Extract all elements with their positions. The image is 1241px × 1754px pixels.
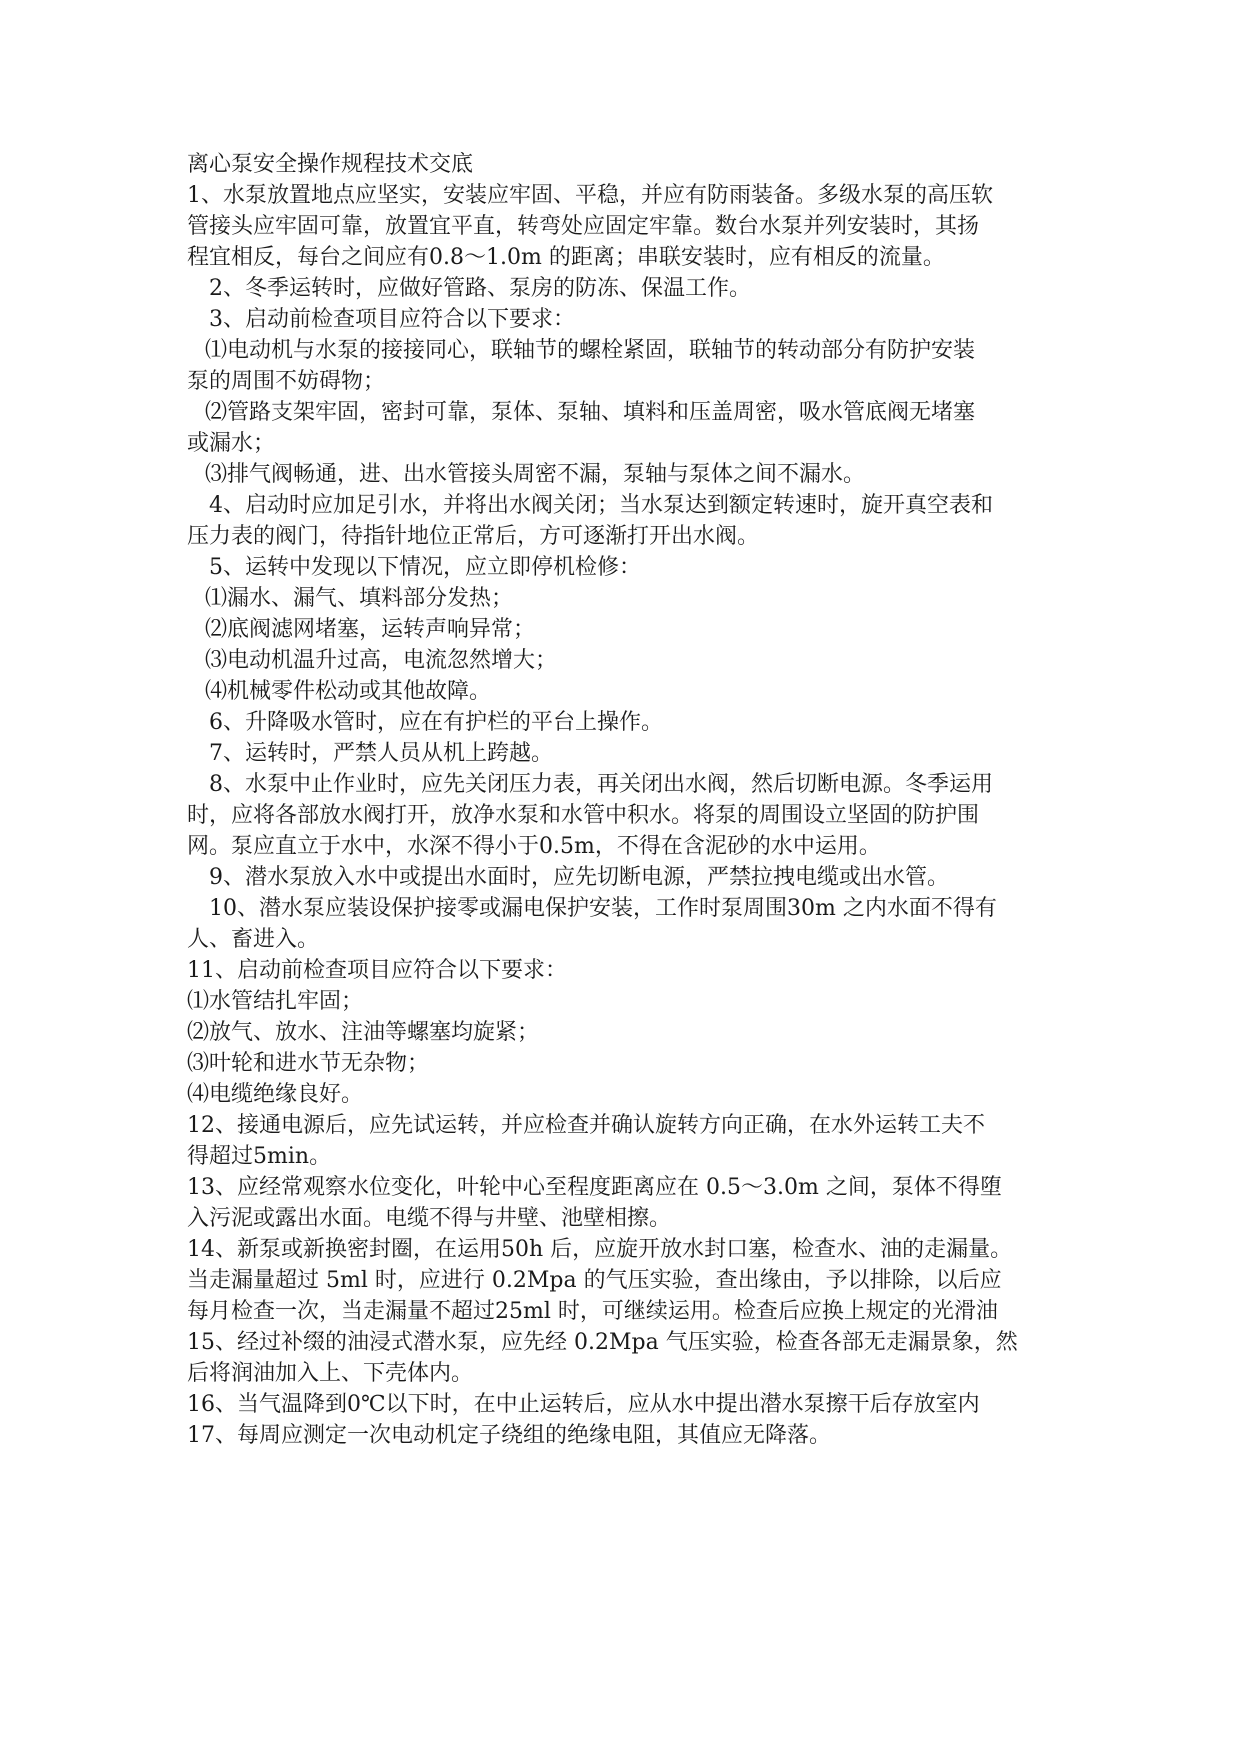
text-line: 9、潜水泵放入水中或提出水面时，应先切断电源，严禁拉拽电缆或出水管。 [209, 865, 949, 890]
text-line: ⑷电缆绝缘良好。 [187, 1082, 364, 1107]
text-line: 管接头应牢固可靠，放置宜平直，转弯处应固定牢靠。数台水泵并列安装时，其扬 [187, 214, 980, 239]
text-line: ⑵管路支架牢固，密封可靠，泵体、泵轴、填料和压盖周密，吸水管底阀无堵塞 [205, 400, 976, 425]
text-line: ⑶电动机温升过高，电流忽然增大； [205, 648, 558, 673]
text-line: 人、畜进入。 [187, 927, 320, 952]
text-line: 4、启动时应加足引水，并将出水阀关闭；当水泵达到额定转速时，旋开真空表和 [209, 493, 993, 518]
text-line: 得超过5min。 [187, 1144, 332, 1169]
text-line: ⑵放气、放水、注油等螺塞均旋紧； [187, 1020, 540, 1045]
text-line: 后将润油加入上、下壳体内。 [187, 1361, 474, 1386]
text-line: 泵的周围不妨碍物； [187, 369, 386, 394]
text-line: 12、接通电源后，应先试运转，并应检查并确认旋转方向正确，在水外运转工夫不 [187, 1113, 985, 1138]
text-line: 3、启动前检查项目应符合以下要求： [209, 307, 575, 332]
text-line: 15、经过补缀的油浸式潜水泵，应先经 0.2Mpa 气压实验，检查各部无走漏景象，然 [187, 1330, 1018, 1355]
text-line: 1、水泵放置地点应坚实，安装应牢固、平稳，并应有防雨装备。多级水泵的高压软 [187, 183, 993, 208]
text-line: 7、运转时，严禁人员从机上跨越。 [209, 741, 553, 766]
text-line: ⑴漏水、漏气、填料部分发热； [205, 586, 514, 611]
text-line: 每月检查一次，当走漏量不超过25ml 时，可继续运用。检查后应换上规定的光滑油 [187, 1299, 998, 1324]
text-line: 时，应将各部放水阀打开，放净水泵和水管中积水。将泵的周围设立坚固的防护围 [187, 803, 980, 828]
text-line: 入污泥或露出水面。电缆不得与井壁、池壁相擦。 [187, 1206, 672, 1231]
text-line: 当走漏量超过 5ml 时，应进行 0.2Mpa 的气压实验，查出缘由，予以排除，以后应 [187, 1268, 1002, 1293]
text-line: 6、升降吸水管时，应在有护栏的平台上操作。 [209, 710, 663, 735]
text-line: ⑷机械零件松动或其他故障。 [205, 679, 492, 704]
text-line: 或漏水； [187, 431, 276, 456]
text-line: ⑵底阀滤网堵塞，运转声响异常； [205, 617, 536, 642]
text-line: 2、冬季运转时，应做好管路、泵房的防冻、保温工作。 [209, 276, 751, 301]
text-line: 16、当气温降到0℃以下时，在中止运转后，应从水中提出潜水泵擦干后存放室内 [187, 1392, 980, 1417]
text-line: 8、水泵中止作业时，应先关闭压力表，再关闭出水阀，然后切断电源。冬季运用 [209, 772, 993, 797]
text-line: 14、新泵或新换密封圈，在运用50h 后，应旋开放水封口塞，检查水、油的走漏量。 [187, 1237, 1013, 1262]
text-line: ⑶叶轮和进水节无杂物； [187, 1051, 430, 1076]
text-line: 13、应经常观察水位变化，叶轮中心至程度距离应在 0.5～3.0m 之间，泵体不得堕 [187, 1175, 1002, 1200]
text-line: ⑶排气阀畅通，进、出水管接头周密不漏，泵轴与泵体之间不漏水。 [205, 462, 866, 487]
text-line: ⑴电动机与水泵的接接同心，联轴节的螺栓紧固，联轴节的转动部分有防护安装 [205, 338, 976, 363]
text-line: 10、潜水泵应装设保护接零或漏电保护安装，工作时泵周围30m 之内水面不得有 [209, 896, 997, 921]
text-line: 压力表的阀门，待指针地位正常后，方可逐渐打开出水阀。 [187, 524, 760, 549]
document-title: 离心泵安全操作规程技术交底 [187, 152, 474, 177]
text-line: 网。泵应直立于水中，水深不得小于0.5m，不得在含泥砂的水中运用。 [187, 834, 881, 859]
text-line: 17、每周应测定一次电动机定子绕组的绝缘电阻，其值应无降落。 [187, 1423, 831, 1448]
text-line: 11、启动前检查项目应符合以下要求： [187, 958, 567, 983]
text-line: 5、运转中发现以下情况，应立即停机检修： [209, 555, 641, 580]
text-line: ⑴水管结扎牢固； [187, 989, 364, 1014]
text-line: 程宜相反，每台之间应有0.8～1.0m 的距离；串联安装时，应有相反的流量。 [187, 245, 945, 270]
